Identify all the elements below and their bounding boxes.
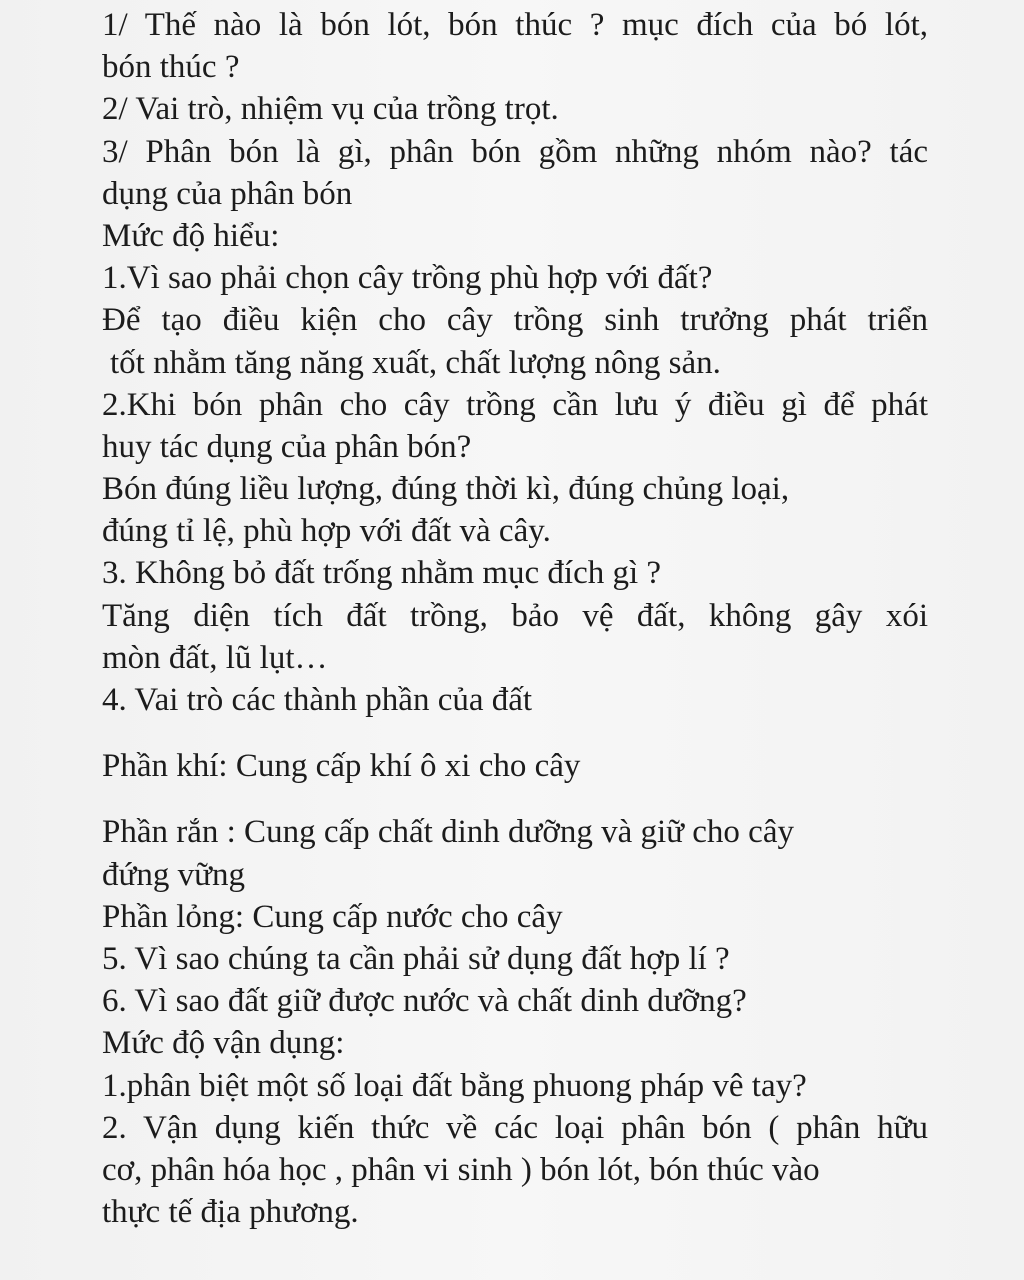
- document-text: [102, 4, 928, 1233]
- text-line: 3/ Phân bón là gì, phân bón gồm những nhóm nào? tác: [102, 133, 928, 170]
- question-line: 5. Vì sao chúng ta cần phải sử dụng đất hợp lí ?: [102, 940, 730, 977]
- answer-line: đứng vững: [102, 856, 246, 893]
- spacer: [102, 787, 928, 811]
- answer-line: tốt nhằm tăng năng xuất, chất lượng nông sản.: [110, 344, 721, 381]
- answer-line: Phần lỏng: Cung cấp nước cho cây: [102, 898, 563, 935]
- question-line: cơ, phân hóa học , phân vi sinh ) bón lót, bón thúc vào: [102, 1151, 820, 1188]
- answer-line: Phần khí: Cung cấp khí ô xi cho cây: [102, 748, 581, 785]
- question-line: huy tác dụng của phân bón?: [102, 428, 472, 465]
- question-line: thực tế địa phương.: [102, 1194, 359, 1231]
- question-line: 4. Vai trò các thành phần của đất: [102, 682, 533, 718]
- section-heading: Mức độ vận dụng:: [102, 1025, 345, 1062]
- question-line: 2. Vận dụng kiến thức về các loại phân bón ( phân hữu: [102, 1109, 928, 1146]
- question-line: 1.Vì sao phải chọn cây trồng phù hợp với đất?: [102, 260, 713, 297]
- text-line: 2/ Vai trò, nhiệm vụ của trồng trọt.: [102, 91, 559, 128]
- question-line: 2.Khi bón phân cho cây trồng cần lưu ý điều gì để phát: [102, 386, 928, 423]
- answer-line: mòn đất, lũ lụt…: [102, 639, 328, 676]
- question-line: 3. Không bỏ đất trống nhằm mục đích gì ?: [102, 555, 662, 592]
- text-line: dụng của phân bón: [102, 175, 353, 212]
- question-line: 6. Vì sao đất giữ được nước và chất dinh dưỡng?: [102, 983, 747, 1020]
- text-line: 1/ Thế nào là bón lót, bón thúc ? mục đích của bó lót,: [102, 7, 928, 43]
- answer-line: Phần rắn : Cung cấp chất dinh dưỡng và giữ cho cây: [102, 814, 794, 851]
- answer-line: Tăng diện tích đất trồng, bảo vệ đất, không gây xói: [102, 597, 928, 634]
- answer-line: đúng tỉ lệ, phù hợp với đất và cây.: [102, 513, 551, 550]
- answer-line: Bón đúng liều lượng, đúng thời kì, đúng chủng loại,: [102, 471, 790, 508]
- answer-line: Để tạo điều kiện cho cây trồng sinh trưởng phát triển: [102, 302, 928, 339]
- text-line: bón thúc ?: [102, 49, 240, 86]
- section-heading: Mức độ hiểu:: [102, 217, 280, 254]
- spacer: [102, 721, 928, 745]
- question-line: 1.phân biệt một số loại đất bằng phuong pháp vê tay?: [102, 1067, 807, 1104]
